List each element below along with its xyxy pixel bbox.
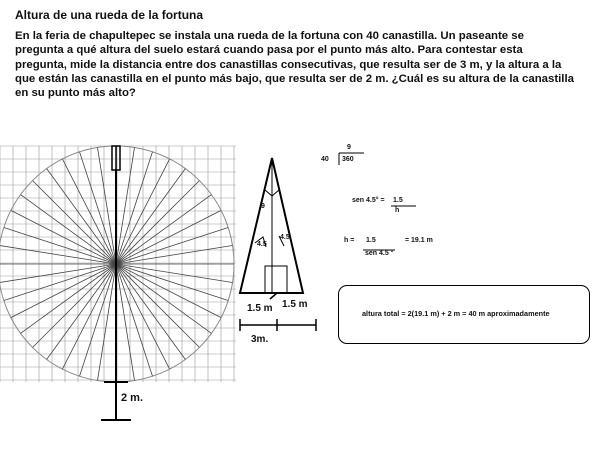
base-left-label: 1.5 m [247,303,273,314]
h-eq-numerator: 1.5 [366,237,376,244]
sine-eq-numerator: 1.5 [393,197,403,204]
wheel-spoke [21,195,117,264]
sine-eq-lhs: sen 4.5° = [352,197,385,204]
wheel-spoke [47,169,116,265]
wheel-spoke [33,264,116,347]
wheel-spoke [116,264,212,333]
wheel-spoke [33,181,116,264]
division-dividend: 360 [342,156,354,163]
isosceles-triangle [240,158,303,293]
ground-height-label: 2 m. [121,392,144,404]
triangle-left-angle-label: 4.5 [257,241,267,248]
problem-statement: En la feria de chapultepec se instala una rueda de la fortuna con 40 canastilla. Un paseante se pregunta a qué altura del suelo estará cuando pasa por el punto más alto. Para contestar esta pregunta, mide la distancia entre dos canastillas consecutivas, que resulta ser de 3 m, y la altura a la que están las canastilla en el punto más bajo, que resulta ser de 2 m. ¿Cuál es su altura de la canastilla en su punto más alto? [15,30,574,100]
wheel-spoke [4,264,116,301]
wheel-spoke [4,228,116,265]
division-quotient: 9 [347,144,351,151]
triangle-height-label: 9 [261,203,265,210]
triangle-right-angle-label: 4.5 [280,234,290,241]
wheel-spoke [21,264,117,333]
h-eq-result: = 19.1 m [405,237,433,244]
wheel-spoke [116,264,199,347]
answer-text: altura total = 2(19.1 m) + 2 m = 40 m aproximadamente [362,309,550,318]
wheel-spoke [116,264,185,360]
wheel-spoke [116,181,199,264]
h-eq-lhs: h = [344,237,355,244]
wheel-spoke [116,195,212,264]
h-eq-denominator: sen 4.5 ° [365,250,394,257]
wheel-spoke [116,264,153,376]
wheel-spoke [116,152,153,264]
wheel-spoke [116,228,228,265]
wheel-spoke [80,152,117,264]
base-right-label: 1.5 m [282,299,308,310]
total-base-label: 3m. [251,334,269,345]
answer-box [338,285,590,344]
wheel-spoke [80,264,117,376]
sine-eq-denominator: h [395,207,400,214]
division-divisor: 40 [321,156,329,163]
wheel-spoke [47,264,116,360]
wheel-spoke [116,169,185,265]
wheel-spoke [116,264,228,301]
page-title: Altura de una rueda de la fortuna [15,8,204,22]
